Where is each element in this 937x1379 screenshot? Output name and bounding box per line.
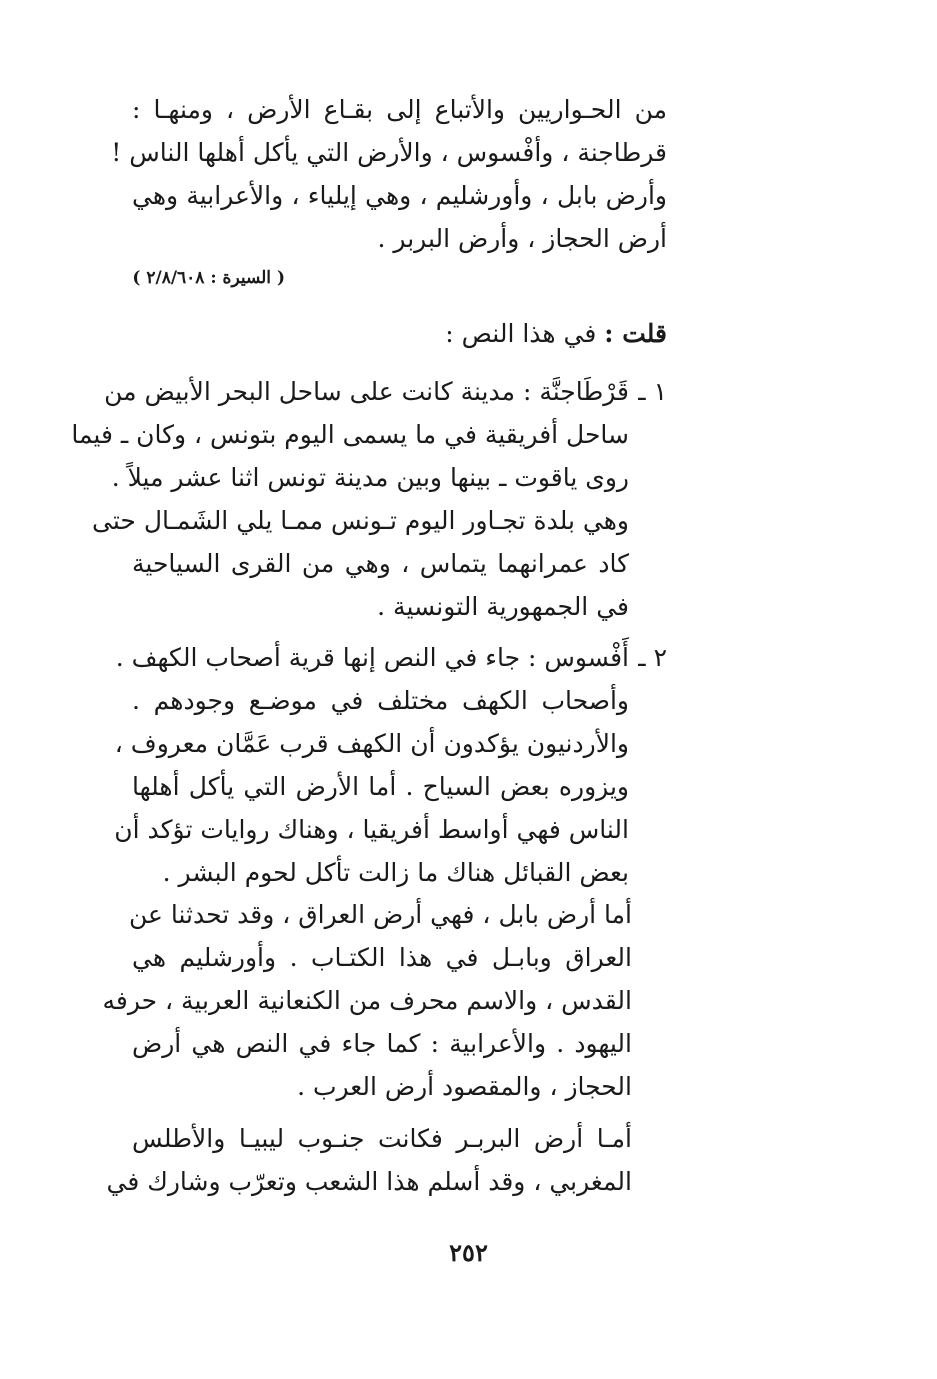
text-line: الناس فهي أواسط أفريقيا ، وهناك روايات تؤكد أن bbox=[114, 815, 629, 844]
text-line: روى ياقوت ـ بينها وبين مدينة تونس اثنا عشر ميلاً . bbox=[111, 463, 629, 492]
text-line: وهي بلدة تجـاور اليوم تـونس ممـا يلي الشَمـال حتى bbox=[92, 506, 629, 535]
paragraph-babylon bbox=[102, 893, 632, 1108]
citation: ( السيرة : ٢/٨/٦٠٨ ) bbox=[132, 268, 285, 288]
text-line: أما أرض بابل ، فهي أرض العراق ، وقد تحدثنا عن bbox=[128, 900, 632, 929]
text-line: والأردنيون يؤكدون أن الكهف قرب عَمَّان معروف ، bbox=[114, 729, 629, 758]
heading-bold: قلت : bbox=[604, 319, 667, 348]
text-line: قرطاجنة ، وأفْسوس ، والأرض التي يأكل أهلها الناس ! bbox=[111, 138, 667, 167]
section-heading bbox=[132, 312, 667, 356]
text-line: من الحـواريين والأتباع إلى بقـاع الأرض ، ومنهـا : bbox=[132, 95, 667, 124]
text-line: المغربي ، وقد أسلم هذا الشعب وتعرّب وشارك في bbox=[106, 1167, 632, 1196]
text-line: ويزوره بعض السياح . أما الأرض التي يأكل أهلها bbox=[132, 772, 629, 801]
text-line: اليهود . والأعرابية : كما جاء في النص هي أرض bbox=[132, 1029, 632, 1058]
paragraph-berber bbox=[106, 1117, 632, 1203]
list-item-1 bbox=[71, 370, 667, 628]
text-line: بعض القبائل هناك ما زالت تأكل لحوم البشر . bbox=[162, 858, 629, 887]
text-line: الحجاز ، والمقصود أرض العرب . bbox=[297, 1072, 632, 1101]
text-line: وأرض بابل ، وأورشليم ، وهي إيلياء ، والأعرابية وهي bbox=[132, 181, 667, 210]
text-line: ساحل أفريقية في ما يسمى اليوم بتونس ، وكان ـ فيما bbox=[71, 420, 629, 449]
text-line: القدس ، والاسم محرف من الكنعانية العربية ، حرفه bbox=[102, 986, 632, 1015]
intro-paragraph bbox=[111, 88, 667, 260]
text-line: أمـا أرض البربـر فكانت جنـوب ليبيـا والأطلس bbox=[132, 1124, 632, 1153]
text-line: وأصحاب الكهف مختلف في موضـع وجودهم . bbox=[132, 686, 629, 715]
text-line: أَفْسوس : جاء في النص إنها قرية أصحاب الكهف . bbox=[115, 643, 629, 672]
text-line: العراق وبابـل في هذا الكتـاب . وأورشليم هي bbox=[132, 943, 632, 972]
text-line: قَرْطَاجنَّة : مدينة كانت على ساحل البحر الأبيض من bbox=[104, 377, 629, 406]
text-line: في الجمهورية التونسية . bbox=[377, 592, 629, 621]
heading-text: في هذا النص : bbox=[445, 319, 597, 348]
text-line: أرض الحجاز ، وأرض البربر . bbox=[377, 224, 667, 253]
item-number: ١ ـ bbox=[638, 377, 667, 406]
text-line: كاد عمرانهما يتماس ، وهي من القرى السياحية bbox=[132, 549, 629, 578]
page-number: ٢٥٢ bbox=[449, 1238, 488, 1267]
item-number: ٢ ـ bbox=[638, 643, 667, 672]
list-item-2 bbox=[114, 636, 667, 894]
